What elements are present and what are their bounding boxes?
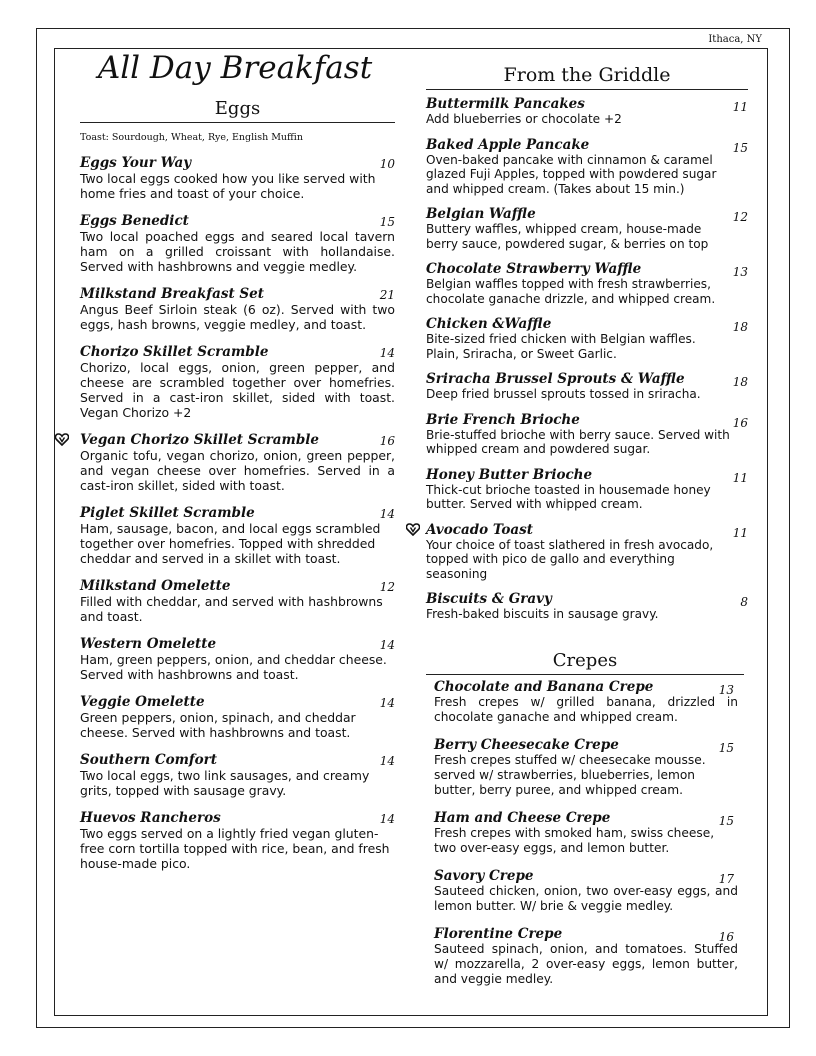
vegan-heart-icon bbox=[55, 433, 71, 447]
item-name: Chocolate and Banana Crepe bbox=[434, 679, 654, 695]
vegan-heart-icon bbox=[406, 523, 422, 537]
item-price: 12 bbox=[379, 580, 395, 594]
eggs-section bbox=[80, 98, 395, 883]
item-price: 18 bbox=[732, 320, 748, 334]
item-price: 18 bbox=[732, 375, 748, 389]
item-price: 15 bbox=[718, 814, 734, 828]
location-label: Ithaca, NY bbox=[708, 34, 762, 45]
menu-item bbox=[434, 810, 744, 856]
item-name: Southern Comfort bbox=[80, 752, 218, 768]
item-price: 17 bbox=[718, 872, 734, 886]
menu-item bbox=[434, 737, 744, 798]
menu-item bbox=[80, 694, 395, 740]
item-description: Sauteed spinach, onion, and tomatoes. Stuffed w/ mozzarella, 2 over-easy eggs, lemon butter, and veggie medley. bbox=[434, 942, 738, 986]
item-name: Eggs Benedict bbox=[80, 213, 189, 229]
menu-item bbox=[434, 868, 744, 914]
item-name: Milkstand Omelette bbox=[80, 578, 231, 594]
menu-item bbox=[426, 316, 748, 361]
item-description: Brie-stuffed brioche with berry sauce. Served with whipped cream and powdered sugar. bbox=[426, 427, 730, 456]
item-name: Savory Crepe bbox=[434, 868, 534, 884]
menu-item bbox=[426, 261, 748, 306]
menu-item bbox=[426, 96, 748, 127]
menu-item bbox=[426, 206, 748, 251]
item-price: 14 bbox=[379, 507, 395, 521]
menu-item bbox=[80, 752, 395, 798]
item-price: 15 bbox=[732, 140, 748, 155]
item-price: 14 bbox=[379, 812, 395, 826]
menu-item bbox=[426, 412, 748, 457]
item-name: Western Omelette bbox=[80, 636, 217, 652]
item-description: Bite-sized fried chicken with Belgian waffles. Plain, Sriracha, or Sweet Garlic. bbox=[426, 332, 696, 361]
item-name: Avocado Toast bbox=[426, 521, 533, 538]
item-description: Sauteed chicken, onion, two over-easy eggs, and lemon butter. W/ brie & veggie medley. bbox=[434, 884, 738, 913]
item-price: 13 bbox=[732, 265, 748, 279]
item-description: Ham, green peppers, onion, and cheddar cheese. Served with hashbrowns and toast. bbox=[80, 652, 387, 682]
item-description: Oven-baked pancake with cinnamon & caramel glazed Fuji Apples, topped with powdered sugar and whipped cream. (Takes about 15 min.) bbox=[426, 152, 717, 196]
item-description: Two local poached eggs and seared local tavern ham on a grilled croissant with hollandaise. Served with hashbrowns and veggie medley. bbox=[80, 229, 395, 274]
item-name: Belgian Waffle bbox=[426, 206, 536, 222]
item-description: Two local eggs, two link sausages, and creamy grits, topped with sausage gravy. bbox=[80, 768, 370, 798]
item-description: Chorizo, local eggs, onion, green pepper, and cheese are scrambled together over homefries. Served in a cast-iron skillet, sided with toast. Vegan Chorizo +2 bbox=[80, 360, 395, 420]
item-description: Fresh-baked biscuits in sausage gravy. bbox=[426, 607, 659, 621]
item-price: 11 bbox=[732, 470, 748, 485]
item-price: 8 bbox=[740, 595, 748, 609]
item-name: Ham and Cheese Crepe bbox=[434, 810, 611, 826]
item-name: Buttermilk Pancakes bbox=[426, 96, 585, 112]
item-description: Belgian waffles topped with fresh strawberries, chocolate ganache drizzle, and whipped cream. bbox=[426, 277, 716, 306]
item-description: Filled with cheddar, and served with hashbrowns and toast. bbox=[80, 594, 383, 624]
item-description: Buttery waffles, whipped cream, house-made berry sauce, powdered sugar, & berries on top bbox=[426, 222, 709, 251]
item-name: Milkstand Breakfast Set bbox=[80, 286, 264, 302]
crepes-heading: Crepes bbox=[426, 650, 744, 675]
menu-item bbox=[80, 213, 395, 274]
item-description: Organic tofu, vegan chorizo, onion, green pepper, and vegan cheese over homefries. Served in a cast-iron skillet, sided with toast. bbox=[80, 448, 395, 493]
menu-item bbox=[80, 344, 395, 420]
menu-item bbox=[426, 467, 748, 512]
item-price: 16 bbox=[732, 415, 748, 430]
menu-item bbox=[80, 636, 395, 682]
item-price: 13 bbox=[718, 683, 734, 697]
menu-item bbox=[80, 505, 395, 566]
item-description: Ham, sausage, bacon, and local eggs scrambled together over homefries. Topped with shredded cheddar and served in a skillet with toast. bbox=[80, 521, 381, 566]
item-name: Brie French Brioche bbox=[426, 411, 580, 428]
item-description: Add blueberries or chocolate +2 bbox=[426, 112, 622, 126]
item-description: Angus Beef Sirloin steak (6 oz). Served with two eggs, hash browns, veggie medley, and toast. bbox=[80, 302, 395, 332]
item-name: Chocolate Strawberry Waffle bbox=[426, 261, 642, 277]
item-description: Deep fried brussel sprouts tossed in sriracha. bbox=[426, 387, 701, 401]
menu-item bbox=[434, 926, 744, 987]
item-name: Veggie Omelette bbox=[80, 694, 205, 710]
item-name: Baked Apple Pancake bbox=[426, 136, 590, 153]
item-name: Chorizo Skillet Scramble bbox=[80, 344, 269, 360]
menu-item bbox=[80, 810, 395, 871]
item-name: Piglet Skillet Scramble bbox=[80, 505, 255, 521]
toast-note: Toast: Sourdough, Wheat, Rye, English Muffin bbox=[80, 132, 303, 143]
item-price: 11 bbox=[732, 100, 748, 114]
menu-item bbox=[80, 286, 395, 332]
menu-item bbox=[80, 432, 395, 493]
item-price: 21 bbox=[379, 288, 395, 302]
item-description: Fresh crepes stuffed w/ cheesecake mousse. served w/ strawberries, blueberries, lemon butter, berry puree, and whipped cream. bbox=[434, 753, 706, 797]
menu-item bbox=[434, 679, 744, 725]
menu-item bbox=[426, 371, 748, 402]
item-price: 16 bbox=[379, 434, 395, 448]
item-name: Biscuits & Gravy bbox=[426, 591, 552, 607]
menu-item bbox=[80, 155, 395, 201]
item-price: 15 bbox=[379, 215, 395, 229]
item-description: Thick-cut brioche toasted in housemade honey butter. Served with whipped cream. bbox=[426, 482, 711, 511]
item-description: Fresh crepes with smoked ham, swiss cheese, two over-easy eggs, and lemon butter. bbox=[434, 826, 715, 855]
item-price: 12 bbox=[732, 210, 748, 224]
item-price: 11 bbox=[732, 525, 748, 540]
item-name: Honey Butter Brioche bbox=[426, 466, 593, 483]
griddle-section bbox=[426, 64, 748, 632]
item-description: Your choice of toast slathered in fresh avocado, topped with pico de gallo and everything seasoning bbox=[426, 537, 714, 581]
menu-item bbox=[426, 591, 748, 622]
item-name: Florentine Crepe bbox=[434, 926, 563, 942]
item-price: 14 bbox=[379, 346, 395, 360]
item-name: Eggs Your Way bbox=[80, 155, 192, 171]
item-description: Two local eggs cooked how you like served with home fries and toast of your choice. bbox=[80, 171, 376, 201]
item-price: 14 bbox=[379, 696, 395, 710]
item-price: 16 bbox=[718, 930, 734, 944]
item-description: Fresh crepes w/ grilled banana, drizzled in chocolate ganache and whipped cream. bbox=[434, 695, 738, 724]
item-price: 15 bbox=[718, 741, 734, 755]
menu-item bbox=[80, 578, 395, 624]
item-description: Green peppers, onion, spinach, and cheddar cheese. Served with hashbrowns and toast. bbox=[80, 710, 356, 740]
item-name: Chicken &Waffle bbox=[426, 316, 552, 332]
item-description: Two eggs served on a lightly fried vegan gluten-free corn tortilla topped with rice, bean, and fresh house-made pico. bbox=[80, 826, 390, 871]
eggs-heading: Eggs bbox=[80, 98, 395, 123]
page-title: All Day Breakfast bbox=[97, 50, 373, 86]
menu-item bbox=[426, 522, 748, 582]
item-price: 10 bbox=[379, 157, 395, 171]
item-price: 14 bbox=[379, 638, 395, 652]
item-name: Huevos Rancheros bbox=[80, 810, 221, 826]
item-name: Berry Cheesecake Crepe bbox=[434, 737, 619, 753]
item-name: Vegan Chorizo Skillet Scramble bbox=[80, 432, 319, 448]
item-price: 14 bbox=[379, 754, 395, 768]
item-name: Sriracha Brussel Sprouts & Waffle bbox=[426, 371, 685, 387]
menu-item bbox=[426, 137, 748, 197]
crepes-section bbox=[426, 650, 744, 999]
griddle-heading: From the Griddle bbox=[426, 64, 748, 90]
